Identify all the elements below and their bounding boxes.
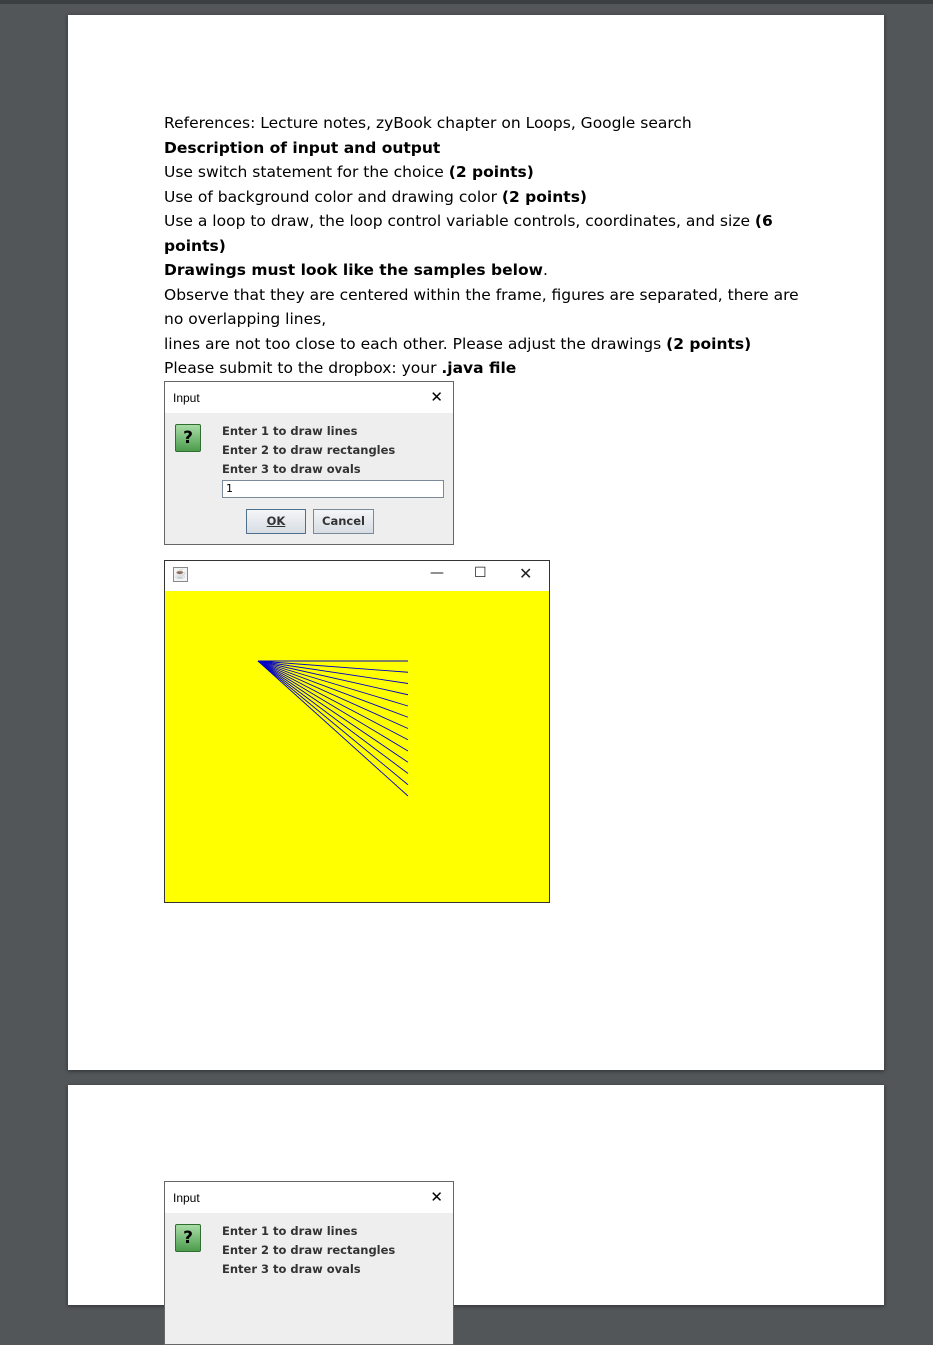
cancel-button[interactable]: Cancel	[313, 509, 374, 534]
close-icon[interactable]: ✕	[430, 389, 443, 406]
prompt-line-3: Enter 3 to draw ovals	[222, 1262, 361, 1276]
prompt-line-3: Enter 3 to draw ovals	[222, 462, 361, 476]
java-frame-window	[164, 560, 550, 903]
viewer-top-bar	[0, 0, 933, 4]
fan-line	[258, 661, 408, 785]
close-icon[interactable]: ✕	[519, 564, 533, 583]
description-heading: Description of input and output	[164, 138, 441, 157]
question-icon: ?	[175, 1224, 201, 1252]
java-cup-icon: ☕	[174, 569, 187, 580]
fan-line	[258, 661, 408, 751]
fan-line	[258, 661, 408, 706]
input-dialog-2	[164, 1181, 454, 1345]
close-icon[interactable]: ✕	[430, 1189, 443, 1206]
dialog-title: Input	[173, 391, 200, 405]
color-requirement: Use of background color and drawing color (2 points)	[164, 187, 587, 206]
dialog-title: Input	[173, 1191, 200, 1205]
fan-line	[258, 661, 408, 729]
minimize-icon[interactable]: —	[430, 565, 444, 581]
prompt-line-1: Enter 1 to draw lines	[222, 424, 358, 438]
dialog-titlebar	[165, 382, 453, 413]
choice-input[interactable]: 1	[222, 480, 444, 498]
question-icon: ?	[175, 424, 201, 452]
prompt-line-1: Enter 1 to draw lines	[222, 1224, 358, 1238]
fan-line	[258, 661, 408, 717]
loop-requirement: Use a loop to draw, the loop control variable controls, coordinates, and size (6 points)	[164, 212, 773, 255]
adjust-line: lines are not too close to each other. Please adjust the drawings (2 points)	[164, 334, 752, 353]
prompt-line-2: Enter 2 to draw rectangles	[222, 1243, 396, 1257]
fan-line	[258, 661, 408, 796]
observe-line: Observe that they are centered within the frame, figures are separated, there are no overlapping lines,	[164, 285, 799, 328]
input-dialog	[164, 381, 454, 545]
document-text	[164, 111, 804, 381]
drawing-canvas	[165, 591, 549, 902]
line-fan-drawing	[165, 591, 549, 902]
fan-line	[258, 661, 408, 672]
submit-line: Please submit to the dropbox: your .java file	[164, 359, 517, 377]
fan-line	[258, 661, 408, 762]
frame-titlebar	[165, 561, 549, 591]
ok-label: OK	[266, 514, 286, 528]
maximize-icon[interactable]: ☐	[474, 565, 487, 581]
samples-line: Drawings must look like the samples below.	[164, 261, 548, 279]
prompt-line-2: Enter 2 to draw rectangles	[222, 443, 396, 457]
dialog-titlebar	[165, 1182, 453, 1213]
switch-requirement: Use switch statement for the choice (2 points)	[164, 163, 534, 181]
references-line: References: Lecture notes, zyBook chapter on Loops, Google search	[164, 114, 692, 132]
ok-button[interactable]	[246, 509, 306, 534]
